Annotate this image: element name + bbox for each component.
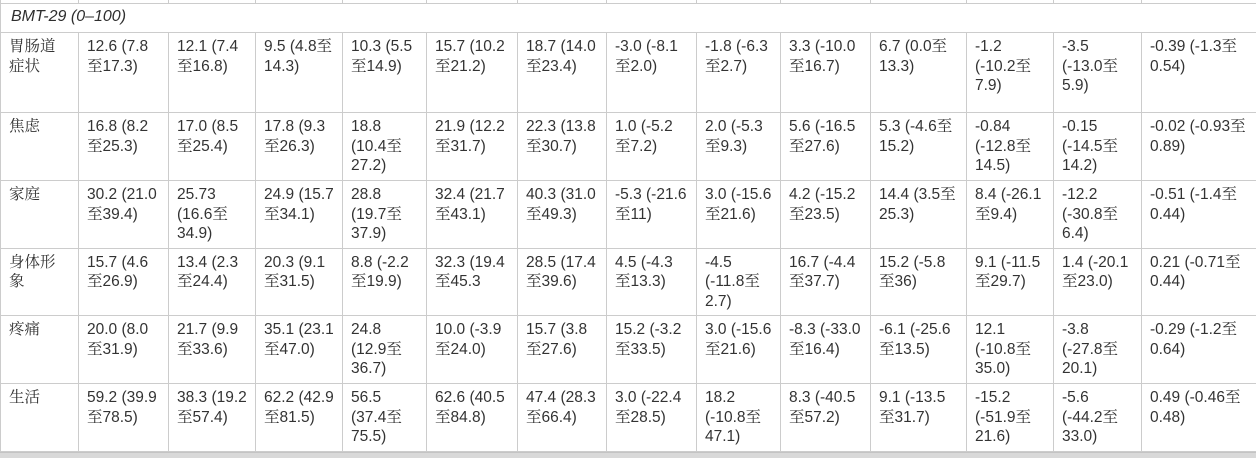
table-cell: -15.2 (-51.9至21.6): [967, 384, 1054, 452]
table-cell: 12.6 (7.8至17.3): [79, 33, 169, 113]
table-cell: -3.0 (-8.1至2.0): [607, 33, 697, 113]
table-cell: 17.8 (9.3至26.3): [256, 113, 343, 181]
table-cell: -6.1 (-25.6至13.5): [871, 316, 967, 384]
table-cell: 62.2 (42.9至81.5): [256, 384, 343, 452]
table-cell: -0.84 (-12.8至14.5): [967, 113, 1054, 181]
table-cell: 15.7 (10.2至21.2): [427, 33, 518, 113]
table-cell: -5.6 (-44.2至33.0): [1054, 384, 1142, 452]
table-cell: 15.7 (3.8至27.6): [518, 316, 607, 384]
table-cell: -1.2 (-10.2至7.9): [967, 33, 1054, 113]
table-cell: 3.0 (-15.6至21.6): [697, 316, 781, 384]
table-cell: 40.3 (31.0至49.3): [518, 181, 607, 249]
table-cell: -3.8 (-27.8至20.1): [1054, 316, 1142, 384]
table-cell: 14.4 (3.5至25.3): [871, 181, 967, 249]
table-cell: 17.0 (8.5至25.4): [169, 113, 256, 181]
table-cell: -3.5 (-13.0至5.9): [1054, 33, 1142, 113]
table-cell: 32.4 (21.7至43.1): [427, 181, 518, 249]
table-cell: 28.8 (19.7至37.9): [343, 181, 427, 249]
table-cell: -8.3 (-33.0至16.4): [781, 316, 871, 384]
table-cell: 4.5 (-4.3至13.3): [607, 248, 697, 316]
row-label: 生活: [1, 384, 79, 452]
table-cell: 9.5 (4.8至14.3): [256, 33, 343, 113]
table-cell: 28.5 (17.4至39.6): [518, 248, 607, 316]
table-bottom-divider: [0, 452, 1256, 458]
table-cell: -5.3 (-21.6至11): [607, 181, 697, 249]
table-cell: 15.7 (4.6至26.9): [79, 248, 169, 316]
table-row: [1, 384, 1256, 452]
table-cell: 5.3 (-4.6至15.2): [871, 113, 967, 181]
table-cell: 12.1 (-10.8至35.0): [967, 316, 1054, 384]
row-label: 焦虑: [1, 113, 79, 181]
table-cell: 10.0 (-3.9至24.0): [427, 316, 518, 384]
table-cell: 59.2 (39.9至78.5): [79, 384, 169, 452]
table-cell: 10.3 (5.5至14.9): [343, 33, 427, 113]
table-cell: 32.3 (19.4至45.3: [427, 248, 518, 316]
table-cell: 8.4 (-26.1至9.4): [967, 181, 1054, 249]
table-cell: 1.0 (-5.2至7.2): [607, 113, 697, 181]
table-cell: 21.9 (12.2至31.7): [427, 113, 518, 181]
table-cell: 8.3 (-40.5至57.2): [781, 384, 871, 452]
table-cell: -0.51 (-1.4至0.44): [1142, 181, 1256, 249]
table-cell: -0.15 (-14.5至14.2): [1054, 113, 1142, 181]
table-cell: -0.39 (-1.3至0.54): [1142, 33, 1256, 113]
table-cell: 62.6 (40.5至84.8): [427, 384, 518, 452]
table-cell: 0.49 (-0.46至0.48): [1142, 384, 1256, 452]
table-cell: 21.7 (9.9至33.6): [169, 316, 256, 384]
table-cell: 5.6 (-16.5至27.6): [781, 113, 871, 181]
table-cell: 22.3 (13.8至30.7): [518, 113, 607, 181]
table-row: [1, 248, 1256, 316]
table-cell: -0.29 (-1.2至0.64): [1142, 316, 1256, 384]
table-body: [1, 0, 1256, 452]
table-cell: 8.8 (-2.2至19.9): [343, 248, 427, 316]
table-cell: 6.7 (0.0至13.3): [871, 33, 967, 113]
table-row: [1, 316, 1256, 384]
row-label: 疼痛: [1, 316, 79, 384]
table-cell: 12.1 (7.4至16.8): [169, 33, 256, 113]
table-cell: 20.3 (9.1至31.5): [256, 248, 343, 316]
table-cell: 3.3 (-10.0至16.7): [781, 33, 871, 113]
table-cell: 9.1 (-13.5至31.7): [871, 384, 967, 452]
table-cell: 4.2 (-15.2至23.5): [781, 181, 871, 249]
table-cell: 15.2 (-3.2至33.5): [607, 316, 697, 384]
table-cell: -12.2 (-30.8至6.4): [1054, 181, 1142, 249]
table-cell: 35.1 (23.1至47.0): [256, 316, 343, 384]
table-cell: 1.4 (-20.1至23.0): [1054, 248, 1142, 316]
table-cell: -1.8 (-6.3至2.7): [697, 33, 781, 113]
table-cell: 9.1 (-11.5至29.7): [967, 248, 1054, 316]
table-cell: 30.2 (21.0至39.4): [79, 181, 169, 249]
table-cell: 15.2 (-5.8至36): [871, 248, 967, 316]
table-cell: 38.3 (19.2至57.4): [169, 384, 256, 452]
table-cell: 24.9 (15.7至34.1): [256, 181, 343, 249]
table-row: [1, 181, 1256, 249]
table-cell: 3.0 (-15.6至21.6): [697, 181, 781, 249]
table-row: [1, 113, 1256, 181]
table-cell: 20.0 (8.0至31.9): [79, 316, 169, 384]
table-cell: 25.73 (16.6至34.9): [169, 181, 256, 249]
table-cell: 24.8 (12.9至36.7): [343, 316, 427, 384]
row-label: 家庭: [1, 181, 79, 249]
table-cell: 56.5 (37.4至75.5): [343, 384, 427, 452]
table-cell: 18.7 (14.0至23.4): [518, 33, 607, 113]
table-section-title: BMT-29 (0–100): [1, 4, 1256, 33]
table-cell: 13.4 (2.3至24.4): [169, 248, 256, 316]
table-cell: 16.7 (-4.4至37.7): [781, 248, 871, 316]
table-cell: 0.21 (-0.71至0.44): [1142, 248, 1256, 316]
table-row: [1, 33, 1256, 113]
table-cell: -4.5 (-11.8至2.7): [697, 248, 781, 316]
table-cell: 47.4 (28.3至66.4): [518, 384, 607, 452]
section-header-row: [1, 4, 1256, 33]
row-label: 身体形象: [1, 248, 79, 316]
table-cell: 18.2 (-10.8至47.1): [697, 384, 781, 452]
table-cell: 16.8 (8.2至25.3): [79, 113, 169, 181]
table-cell: 2.0 (-5.3至9.3): [697, 113, 781, 181]
row-label: 胃肠道症状: [1, 33, 79, 113]
table-cell: 18.8 (10.4至27.2): [343, 113, 427, 181]
table-cell: -0.02 (-0.93至0.89): [1142, 113, 1256, 181]
table-cell: 3.0 (-22.4至28.5): [607, 384, 697, 452]
